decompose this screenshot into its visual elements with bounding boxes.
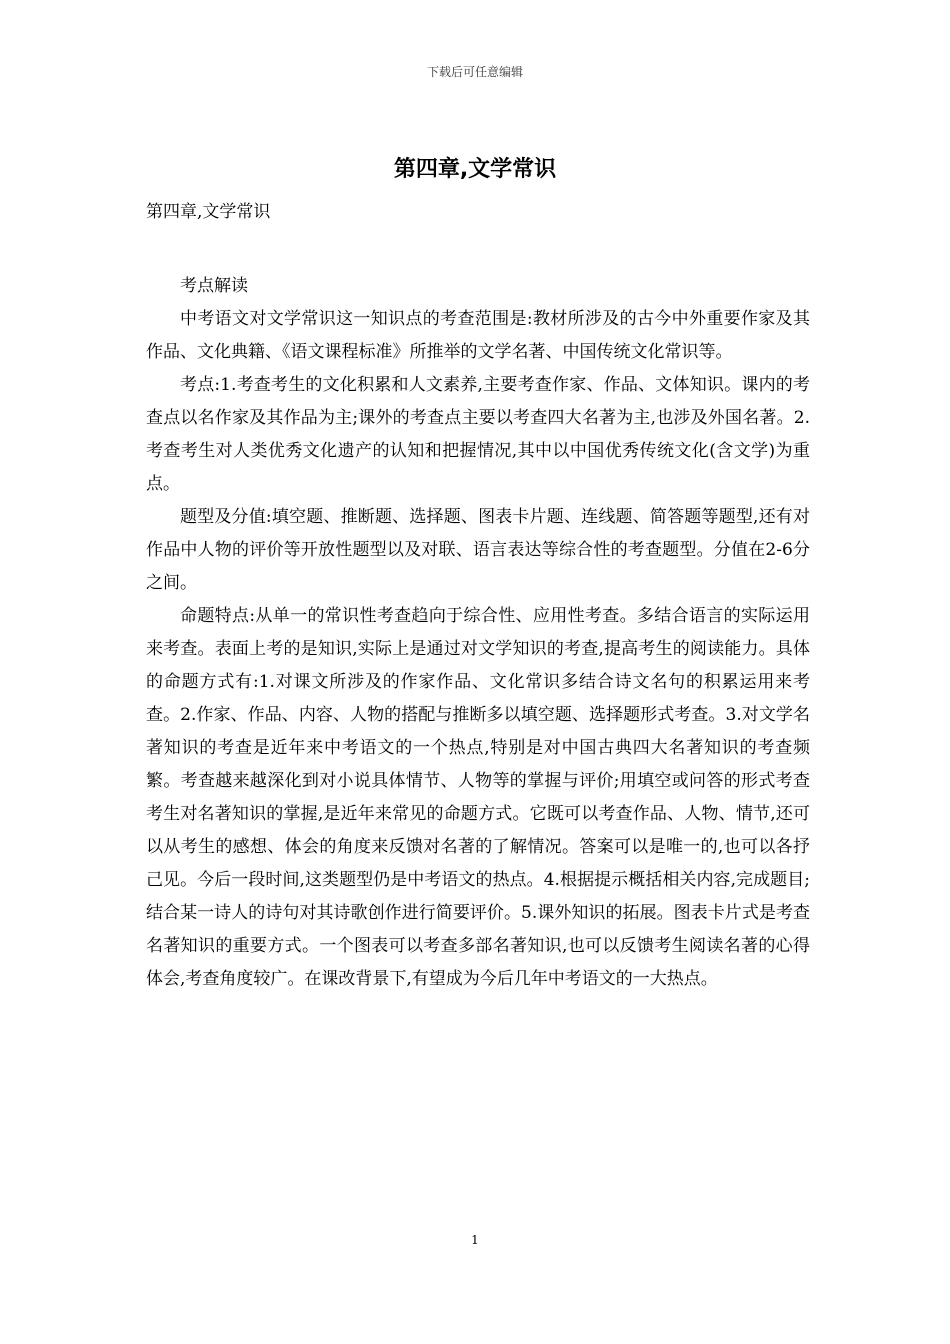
paragraph-section-heading: 考点解读 [180,276,248,296]
paragraph-scope: 中考语文对文学常识这一知识点的考查范围是:教材所涉及的古今中外重要作家及其作品、文化典籍、《语文课程标准》所推举的文学名著、中国传统文化常识等。 [146,309,810,362]
document-body [146,270,810,996]
document-subtitle: 第四章,文学常识 [146,202,271,222]
paragraph-exam-points: 考点:1.考查考生的文化积累和人文素养,主要考查作家、作品、文体知识。课内的考查点以名作家及其作品为主;课外的考查点主要以考查四大名著为主,也涉及外国名著。2.考查考生对人类优秀文化遗产的认知和把握情况,其中以中国优秀传统文化(含文学)为重点。 [146,375,810,494]
document-title: 第四章,文学常识 [393,157,557,182]
paragraph-characteristics: 命题特点:从单一的常识性考查趋向于综合性、应用性考查。多结合语言的实际运用来考查。表面上考的是知识,实际上是通过对文学知识的考查,提高考生的阅读能力。具体的命题方式有:1.对课文所涉及的作家作品、文化常识多结合诗文名句的积累运用来考查。2.作家、作品、内容、人物的搭配与推断多以填空题、选择题形式考查。3.对文学名著知识的考查是近年来中考语文的一个热点,特别是对中国古典四大名著知识的考查频繁。考查越来越深化到对小说具体情节、人物等的掌握与评价;用填空或问答的形式考查考生对名著知识的掌握,是近年来常见的命题方式。它既可以考查作品、人物、情节,还可以从考生的感想、体会的角度来反馈对名著的了解情况。答案可以是唯一的,也可以各抒己见。今后一段时间,这类题型仍是中考语文的热点。4.根据提示概括相关内容,完成题目;结合某一诗人的诗句对其诗歌创作进行简要评价。5.课外知识的拓展。图表卡片式是考查名著知识的重要方式。一个图表可以考查多部名著知识,也可以反馈考生阅读名著的心得体会,考查角度较广。在课改背景下,有望成为今后几年中考语文的一大热点。 [146,606,810,989]
page-header: 下载后可任意编辑 [426,65,523,79]
page-number: 1 [471,1233,479,1247]
paragraph-question-types: 题型及分值:填空题、推断题、选择题、图表卡片题、连线题、简答题等题型,还有对作品中人物的评价等开放性题型以及对联、语言表达等综合性的考查题型。分值在2-6分之间。 [146,507,810,593]
